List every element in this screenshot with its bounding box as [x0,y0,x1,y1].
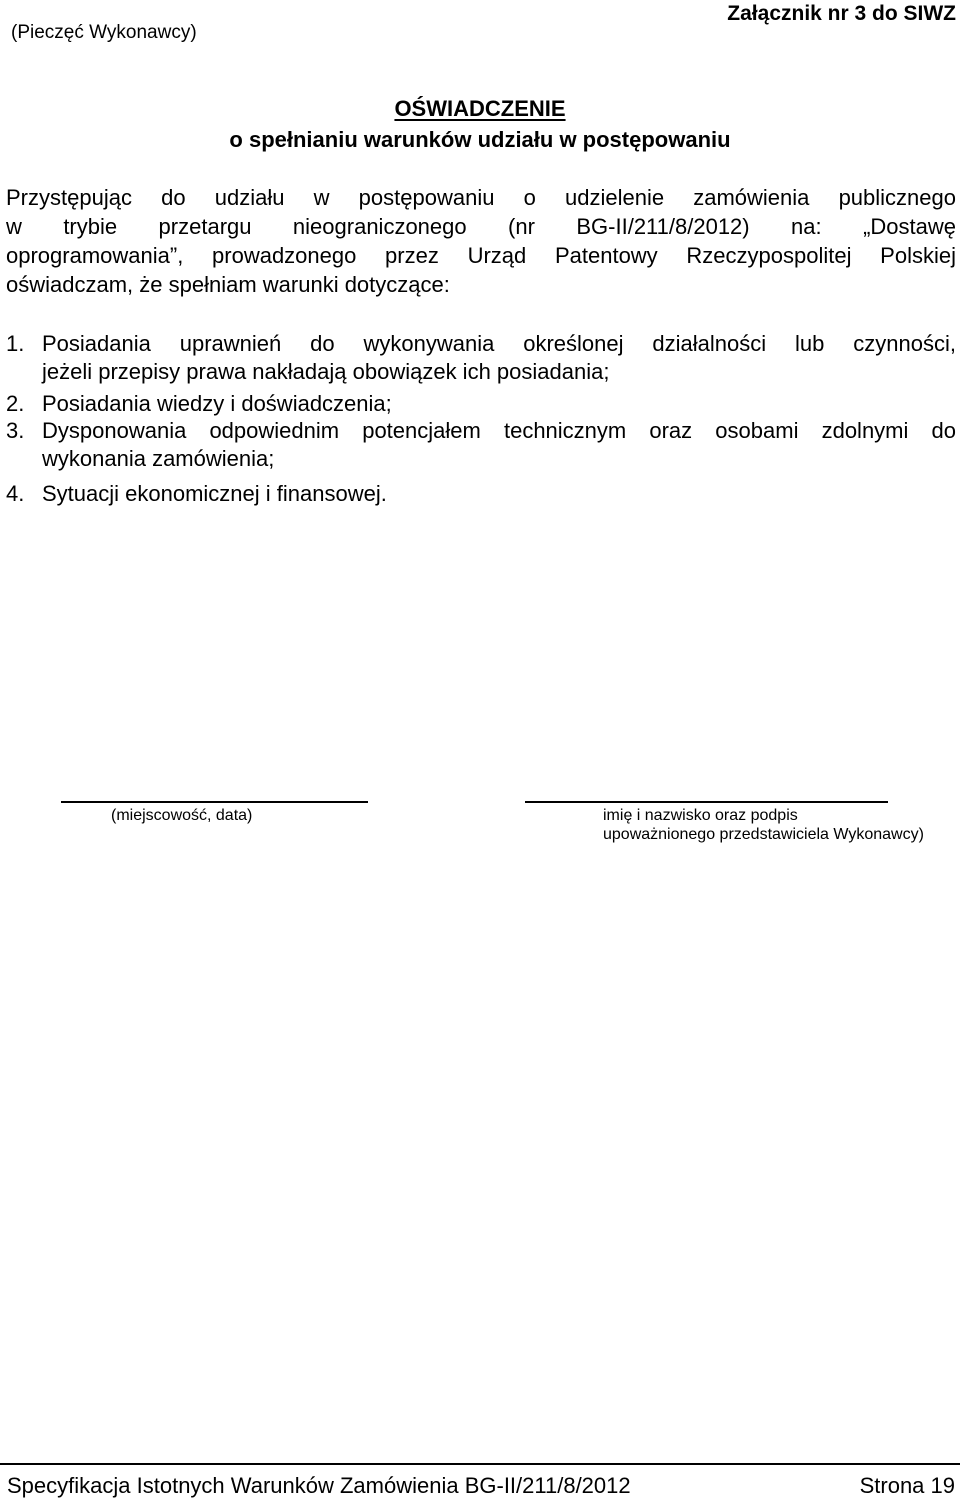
place-date-line [61,801,368,803]
document-subtitle: o spełnianiu warunków udziału w postępowaniu [229,127,731,152]
condition-number: 4. [6,481,25,506]
footer-page-number: Strona 19 [859,1473,955,1498]
condition-text: Sytuacji ekonomicznej i finansowej. [42,481,387,506]
condition-text: wykonania zamówienia; [42,446,275,471]
condition-number: 3. [6,418,25,443]
annex-label: Załącznik nr 3 do SIWZ [727,2,956,25]
intro-line: oprogramowania”, prowadzonego przez Urząd Patentowy Rzeczypospolitej Polskiej [6,243,956,268]
contractor-stamp-label: (Pieczęć Wykonawcy) [11,22,197,43]
intro-line: Przystępując do udziału w postępowaniu o udzielenie zamówienia publicznego [6,185,956,210]
signature-label: imię i nazwisko oraz podpis [603,807,798,824]
condition-text: Posiadania uprawnień do wykonywania określonej działalności lub czynności, [42,331,956,356]
condition-text: jeżeli przepisy prawa nakładają obowiązek ich posiadania; [42,359,610,384]
signature-line [525,801,888,803]
intro-line: oświadczam, że spełniam warunki dotyczące: [6,272,450,297]
condition-text: Dysponowania odpowiednim potencjałem technicznym oraz osobami zdolnymi do [42,418,956,443]
place-date-label: (miejscowość, data) [111,807,253,824]
footer-divider [0,1463,960,1465]
footer-spec-label: Specyfikacja Istotnych Warunków Zamówienia BG-II/211/8/2012 [7,1473,631,1498]
condition-text: Posiadania wiedzy i doświadczenia; [42,391,392,416]
intro-line: w trybie przetargu nieograniczonego (nr BG-II/211/8/2012) na: „Dostawę [6,214,956,239]
condition-number: 1. [6,331,25,356]
document-title: OŚWIADCZENIE [394,96,566,121]
signature-label: upoważnionego przedstawiciela Wykonawcy) [603,826,924,843]
intro-paragraph [6,183,956,299]
condition-number: 2. [6,391,25,416]
